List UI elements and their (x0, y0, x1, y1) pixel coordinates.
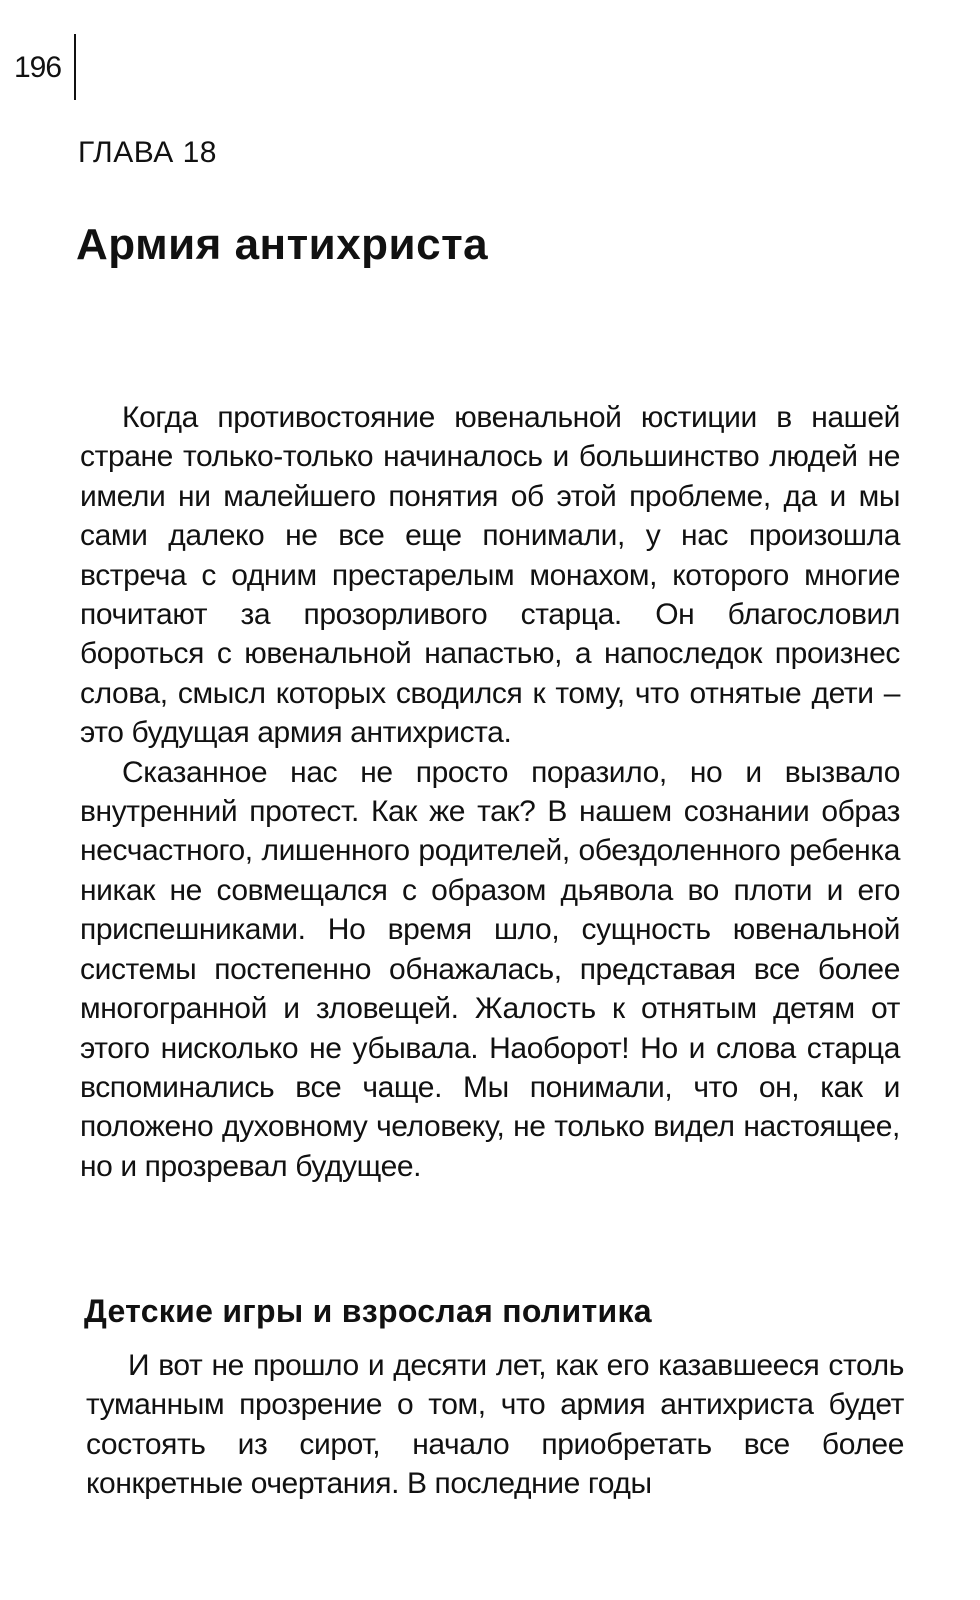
chapter-body (80, 398, 900, 1186)
section-title: Детские игры и взрослая политика (84, 1293, 652, 1329)
section-body (86, 1346, 904, 1504)
chapter-label: ГЛАВА 18 (78, 136, 217, 169)
page-number: 196 (14, 51, 62, 84)
section-paragraph-1: И вот не прошло и десяти лет, как его казавшееся столь туманным прозрение о том, что армия антихриста будет состоять из сирот, начало приобретать все более конкретные очертания. В последние годы (86, 1349, 904, 1501)
page-number-rule (74, 34, 76, 100)
chapter-title: Армия антихриста (76, 220, 489, 269)
body-paragraph-2: Сказанное нас не просто поразило, но и вызвало внутренний протест. Как же так? В нашем сознании образ несчастного, лишенного родителей, обездоленного ребенка никак не совмещался с образом дьявола во плоти и его приспешниками. Но время шло, сущность ювенальной системы постепенно обнажалась, представая все более многогранной и зловещей. Жалость к отнятым детям от этого нисколько не убывала. Наоборот! Но и слова старца вспоминались все чаще. Мы понимали, что он, как и положено духовному человеку, не только видел настоящее, но и прозревал будущее. (80, 755, 900, 1183)
body-paragraph-1: Когда противостояние ювенальной юстиции в нашей стране только-только начиналось и большинство людей не имели ни малейшего понятия об этой проблеме, да и мы сами далеко не все еще понимали, у нас произошла встреча с одним престарелым монахом, которого многие почитают за прозорливого старца. Он благословил бороться с ювенальной напастью, а напоследок произнес слова, смысл которых сводился к тому, что отнятые дети – это будущая армия антихриста. (80, 401, 900, 750)
